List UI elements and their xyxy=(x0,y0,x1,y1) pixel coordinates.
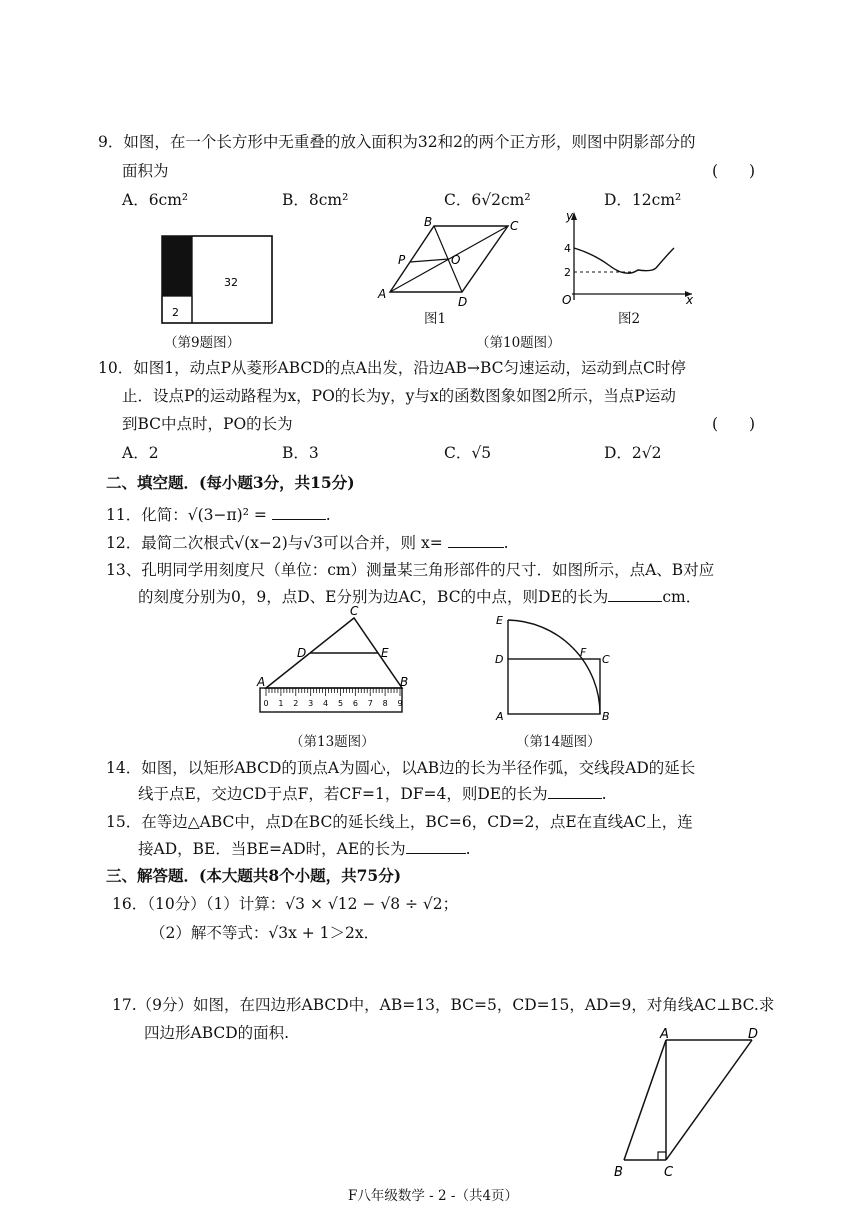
q14-line2: 线于点E，交边CD于点F，若CF=1，DF=4，则DE的长为 . xyxy=(138,785,607,803)
svg-text:D: D xyxy=(495,653,504,666)
svg-text:B: B xyxy=(602,710,610,723)
q14-figure xyxy=(492,610,622,726)
ruler-tick-label: 1 xyxy=(278,699,284,708)
svg-text:C: C xyxy=(664,1165,674,1180)
q9-line2: 面积为 xyxy=(122,162,169,180)
q9-shaded-region xyxy=(162,236,192,296)
q13-line1: 13、孔明同学用刻度尺（单位：cm）测量某三角形部件的尺寸．如图所示，点A、B对应 xyxy=(106,561,715,579)
svg-text:B: B xyxy=(424,215,433,229)
ruler-tick-label: 5 xyxy=(337,699,344,708)
q9-answer-paren: ( ) xyxy=(712,162,756,180)
q10-line1: 10．如图1，动点P从菱形ABCD的点A出发，沿边AB→BC匀速运动，运动到点C时停 xyxy=(98,359,686,377)
q15-line2: 接AD，BE．当BE=AD时，AE的长为 . xyxy=(138,840,471,858)
ruler-tick-label: 8 xyxy=(382,699,388,708)
ruler-tick-label: 6 xyxy=(352,699,358,708)
section3-heading: 三、解答题．(本大题共8个小题，共75分) xyxy=(106,866,402,885)
q9-option-b: B．8cm² xyxy=(282,191,349,209)
svg-text:D: D xyxy=(458,295,468,309)
q9-label-2: 2 xyxy=(172,306,179,319)
q10-answer-paren: ( ) xyxy=(712,415,756,433)
ruler-tick-label: 3 xyxy=(308,699,314,708)
svg-text:F: F xyxy=(580,646,587,659)
svg-text:A: A xyxy=(378,287,387,301)
svg-text:A: A xyxy=(257,675,266,689)
q15-line1: 15．在等边△ABC中，点D在BC的延长线上，BC=6，CD=2，点E在直线AC上，连 xyxy=(106,813,693,831)
q9-option-a: A．6cm² xyxy=(122,191,189,209)
svg-text:A: A xyxy=(660,1027,669,1042)
svg-text:O: O xyxy=(451,253,461,267)
page-footer: F八年级数学 - 2 -（共4页） xyxy=(348,1188,519,1204)
q10-line2: 止．设点P的运动路程为x，PO的长为y，y与x的函数图象如图2所示，当点P运动 xyxy=(122,387,676,405)
q11-blank xyxy=(272,505,326,520)
q10-fig2-caption: 图2 xyxy=(618,311,641,327)
svg-text:4: 4 xyxy=(564,242,571,255)
q12: 12．最简二次根式√(x−2)与√3可以合并，则 x= . xyxy=(106,534,509,552)
q13-blank xyxy=(608,587,662,602)
q10-line3: 到BC中点时，PO的长为 xyxy=(122,415,293,433)
q9-line1: 9．如图，在一个长方形中无重叠的放入面积为32和2的两个正方形，则图中阴影部分的 xyxy=(98,133,696,151)
svg-text:x: x xyxy=(686,293,694,307)
section2-heading: 二、填空题．(每小题3分，共15分) xyxy=(106,473,355,492)
q14-caption: （第14题图） xyxy=(516,734,601,750)
q9-option-d: D．12cm² xyxy=(604,191,682,209)
svg-text:C: C xyxy=(602,653,610,666)
q10-option-b: B．3 xyxy=(282,444,319,462)
svg-text:C: C xyxy=(510,219,519,233)
ruler-tick-label: 4 xyxy=(323,699,329,708)
svg-text:y: y xyxy=(566,209,574,223)
ruler-tick-label: 7 xyxy=(367,699,373,708)
svg-text:C: C xyxy=(350,604,359,618)
svg-text:A: A xyxy=(496,710,504,723)
q16-line1: 16．（10分）（1）计算：√3 × √12 − √8 ÷ √2； xyxy=(112,895,459,913)
svg-text:B: B xyxy=(614,1165,623,1180)
q16-line2: （2）解不等式：√3x + 1＞2x． xyxy=(150,924,380,942)
svg-text:E: E xyxy=(381,646,389,660)
q10-figure1 xyxy=(376,214,526,314)
ruler-tick-label: 9 xyxy=(397,699,403,708)
q12-blank xyxy=(448,533,504,548)
q13-line2: 的刻度分别为0，9，点D、E分别为边AC，BC的中点，则DE的长为 cm． xyxy=(138,588,702,606)
svg-text:2: 2 xyxy=(564,266,571,279)
q9-label-32: 32 xyxy=(224,276,238,289)
q9-option-c: C．6√2cm² xyxy=(444,191,531,209)
q13-caption: （第13题图） xyxy=(290,734,375,750)
q10-option-d: D．2√2 xyxy=(604,444,662,462)
svg-text:P: P xyxy=(398,253,406,267)
q10-figure2 xyxy=(560,208,700,308)
q11: 11．化简：√(3−π)² = . xyxy=(106,506,331,524)
svg-text:B: B xyxy=(400,675,409,689)
svg-text:O: O xyxy=(562,293,572,307)
svg-text:E: E xyxy=(496,614,503,627)
q9-figure xyxy=(158,230,278,328)
q14-line1: 14．如图，以矩形ABCD的顶点A为圆心，以AB边的长为半径作弧，交线段AD的延长 xyxy=(106,759,696,777)
q10-caption: （第10题图） xyxy=(476,335,561,351)
svg-text:D: D xyxy=(297,646,307,660)
q10-fig1-caption: 图1 xyxy=(424,311,447,327)
q9-caption: （第9题图） xyxy=(164,335,241,351)
svg-text:D: D xyxy=(748,1027,759,1042)
q10-option-c: C．√5 xyxy=(444,444,492,462)
q10-option-a: A．2 xyxy=(122,444,159,462)
q13-figure xyxy=(254,602,414,722)
ruler-tick-label: 0 xyxy=(263,699,269,708)
q14-blank xyxy=(548,784,602,799)
q15-blank xyxy=(406,839,466,854)
ruler-tick-label: 2 xyxy=(293,699,299,708)
q17-line2: 四边形ABCD的面积. xyxy=(144,1024,290,1042)
q17-figure xyxy=(606,1022,766,1182)
q17-line1: 17.（9分）如图，在四边形ABCD中，AB=13，BC=5，CD=15，AD=9，对角线AC⊥BC.求 xyxy=(112,996,775,1014)
